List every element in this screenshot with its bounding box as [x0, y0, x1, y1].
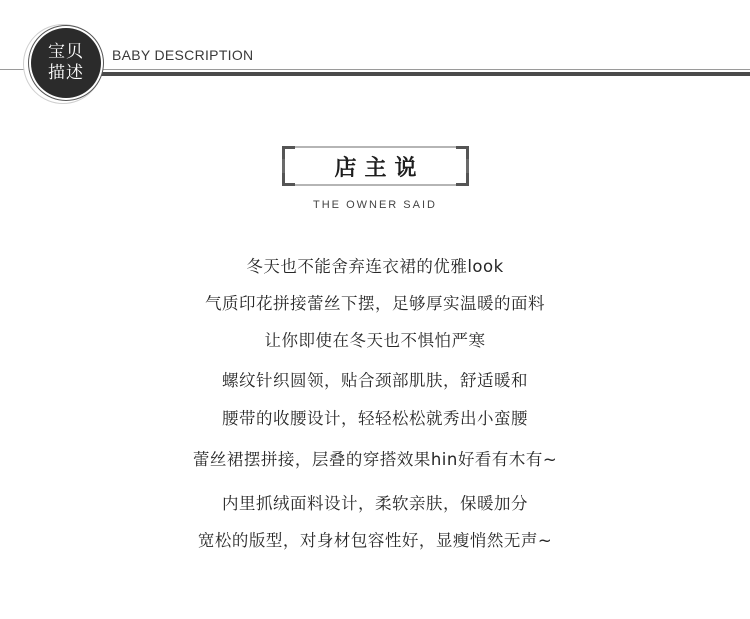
description-line: 冬天也不能舍弃连衣裙的优雅look — [246, 257, 504, 276]
description-line: 让你即使在冬天也不惧怕严寒 — [264, 331, 486, 350]
header-divider-thin — [0, 69, 750, 70]
description-line: 蕾丝裙摆拼接，层叠的穿搭效果hin好看有木有~ — [192, 450, 558, 469]
description-line: 螺纹针织圆领，贴合颈部肌肤，舒适暖和 — [222, 371, 528, 390]
header-divider-thick — [100, 72, 750, 76]
section-subtitle: THE OWNER SAID — [313, 199, 437, 211]
section-badge — [31, 28, 101, 98]
description-line: 宽松的版型，对身材包容性好，显瘦悄然无声~ — [197, 531, 553, 550]
description-line: 腰带的收腰设计，轻轻松松就秀出小蛮腰 — [222, 409, 528, 428]
description-line: 气质印花拼接蕾丝下摆，足够厚实温暖的面料 — [205, 294, 545, 313]
title-frame — [282, 146, 469, 186]
badge-line-2: 描述 — [48, 63, 84, 83]
badge-line-1: 宝贝 — [48, 42, 84, 62]
description-line: 内里抓绒面料设计，柔软亲肤，保暖加分 — [222, 494, 528, 513]
section-title: 店主说 — [334, 155, 425, 181]
header-label: BABY DESCRIPTION — [112, 47, 254, 63]
